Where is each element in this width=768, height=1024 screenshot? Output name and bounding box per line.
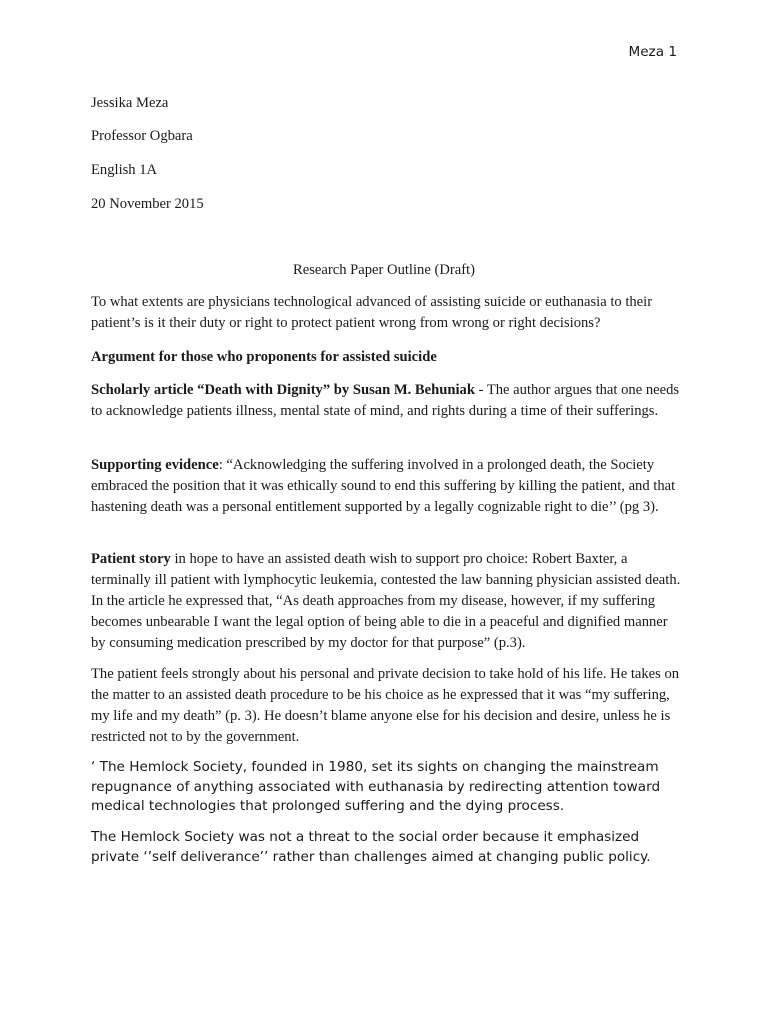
course-name: English 1A [91, 162, 158, 178]
patient-story-label: Patient story [91, 551, 171, 567]
supporting-evidence-paragraph [91, 455, 681, 518]
date-line: 20 November 2015 [91, 196, 204, 212]
professor-name: Professor Ogbara [91, 128, 193, 144]
analysis-paragraph: The patient feels strongly about his personal and private decision to take hold of his life. He takes on the matter to an assisted death procedure to be his choice as he expressed that it was “my suffering, my life and my death” (p. 3). He doesn’t blame anyone else for his decision and desire, unless he is restricted not to by the government. [91, 666, 680, 745]
hemlock-quote-1: ‘ The Hemlock Society, founded in 1980, set its sights on changing the mainstream repugnance of anything associated with euthanasia by redirecting attention toward medical technologies that prolonged suffering and the dying process. [91, 759, 661, 814]
scholarly-article-label: Scholarly article “Death with Dignity” by Susan M. Behuniak [91, 382, 475, 398]
section-heading [91, 347, 681, 368]
page-header: Meza 1 [628, 44, 677, 60]
patient-story-text: in hope to have an assisted death wish to support pro choice: Robert Baxter, a terminally ill patient with lymphocytic leukemia, contested the law banning physician assisted death. In the article he expressed that, “As death approaches from my disease, however, if my suffering becomes unbearable I want the legal option of being able to die in a peaceful and dignified manner by consuming medication prescribed by my doctor for that purpose” (p.3). [91, 551, 681, 651]
scholarly-article-paragraph [91, 380, 681, 422]
hemlock-quote-2: The Hemlock Society was not a threat to the social order because it emphasized private ‘’self deliverance’’ rather than challenges aimed at changing public policy. [91, 829, 651, 865]
document-title: Research Paper Outline (Draft) [293, 262, 475, 278]
supporting-evidence-text: : “Acknowledging the suffering involved in a prolonged death, the Society embraced the position that it was ethically sound to end this suffering by killing the patient, and that hastening death was a personal entitlement supported by a legally cognizable right to die’’ (pg 3). [91, 457, 676, 515]
section-heading-text: Argument for those who proponents for assisted suicide [91, 349, 437, 365]
student-name: Jessika Meza [91, 95, 169, 111]
patient-story-paragraph [91, 549, 681, 654]
research-question: To what extents are physicians technological advanced of assisting suicide or euthanasia to their patient’s is it their duty or right to protect patient wrong from wrong or right decisions? [91, 294, 653, 331]
scholarly-article-text: - The author argues that one needs to acknowledge patients illness, mental state of mind, and rights during a time of their sufferings. [91, 382, 680, 419]
supporting-evidence-label: Supporting evidence [91, 457, 219, 473]
